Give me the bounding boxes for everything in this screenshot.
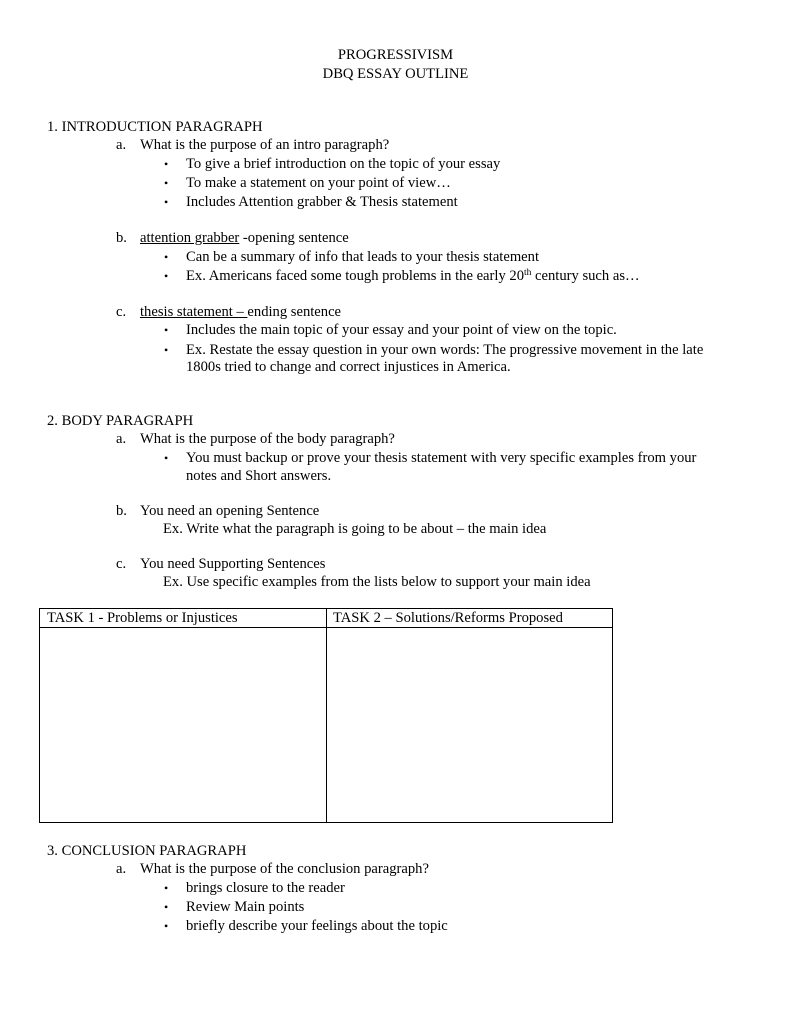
section-heading-conclusion: 3. CONCLUSION PARAGRAPH xyxy=(47,843,247,859)
list-marker: c. xyxy=(116,556,127,572)
list-item: briefly describe your feelings about the topic xyxy=(186,918,448,934)
ordinal-suffix: th xyxy=(524,268,532,278)
table-header-task1: TASK 1 - Problems or Injustices xyxy=(47,610,238,626)
section-heading-body: 2. BODY PARAGRAPH xyxy=(47,413,194,429)
example-text: Ex. Americans faced some tough problems in the early 20 xyxy=(186,268,524,284)
example-text: century such as… xyxy=(531,268,640,284)
list-item-continuation: 1800s tried to change and correct injustices in America. xyxy=(186,359,511,375)
attention-grabber-term: attention grabber xyxy=(140,230,240,246)
list-item: Review Main points xyxy=(186,899,305,915)
document-title: PROGRESSIVISM xyxy=(337,47,454,63)
bullet-glyph: • xyxy=(164,269,169,283)
list-item: Includes the main topic of your essay and your point of view on the topic. xyxy=(186,322,617,338)
bullet-glyph: • xyxy=(164,323,169,337)
table-header-task2: TASK 2 – Solutions/Reforms Proposed xyxy=(333,610,563,626)
attention-grabber-line xyxy=(140,229,349,247)
task-table xyxy=(39,608,613,823)
list-marker: a. xyxy=(116,861,127,877)
example-text: Ex. Write what the paragraph is going to be about – the main idea xyxy=(163,521,547,537)
section-heading-introduction: 1. INTRODUCTION PARAGRAPH xyxy=(47,119,263,135)
bullet-glyph: • xyxy=(164,451,169,465)
thesis-statement-term: thesis statement – xyxy=(140,304,248,320)
list-item: brings closure to the reader xyxy=(186,880,345,896)
conclusion-question: What is the purpose of the conclusion paragraph? xyxy=(140,861,429,877)
document-subtitle: DBQ ESSAY OUTLINE xyxy=(322,66,469,82)
list-item: Includes Attention grabber & Thesis statement xyxy=(186,194,458,210)
table-header-divider xyxy=(40,627,612,628)
thesis-statement-desc: ending sentence xyxy=(247,304,342,320)
list-item xyxy=(186,267,640,285)
table-column-divider xyxy=(326,609,327,822)
bullet-glyph: • xyxy=(164,195,169,209)
attention-grabber-desc: -opening sentence xyxy=(239,230,349,246)
list-marker: a. xyxy=(116,137,127,153)
bullet-glyph: • xyxy=(164,881,169,895)
bullet-glyph: • xyxy=(164,176,169,190)
thesis-statement-line xyxy=(140,303,341,321)
list-item: Ex. Restate the essay question in your own words: The progressive movement in the late xyxy=(186,342,704,358)
list-marker: c. xyxy=(116,304,127,320)
bullet-glyph: • xyxy=(164,343,169,357)
list-item: To make a statement on your point of view… xyxy=(186,175,451,191)
bullet-glyph: • xyxy=(164,157,169,171)
list-item: To give a brief introduction on the topic of your essay xyxy=(186,156,501,172)
bullet-glyph: • xyxy=(164,250,169,264)
list-marker: a. xyxy=(116,431,127,447)
bullet-glyph: • xyxy=(164,919,169,933)
example-text: Ex. Use specific examples from the lists below to support your main idea xyxy=(163,574,591,590)
list-item-continuation: notes and Short answers. xyxy=(186,468,332,484)
list-marker: b. xyxy=(116,503,127,519)
intro-question: What is the purpose of an intro paragraph? xyxy=(140,137,390,153)
supporting-sentences-label: You need Supporting Sentences xyxy=(140,556,326,572)
opening-sentence-label: You need an opening Sentence xyxy=(140,503,320,519)
list-item: You must backup or prove your thesis statement with very specific examples from your xyxy=(186,450,697,466)
body-question: What is the purpose of the body paragraph? xyxy=(140,431,395,447)
list-item: Can be a summary of info that leads to your thesis statement xyxy=(186,249,540,265)
bullet-glyph: • xyxy=(164,900,169,914)
list-marker: b. xyxy=(116,230,127,246)
